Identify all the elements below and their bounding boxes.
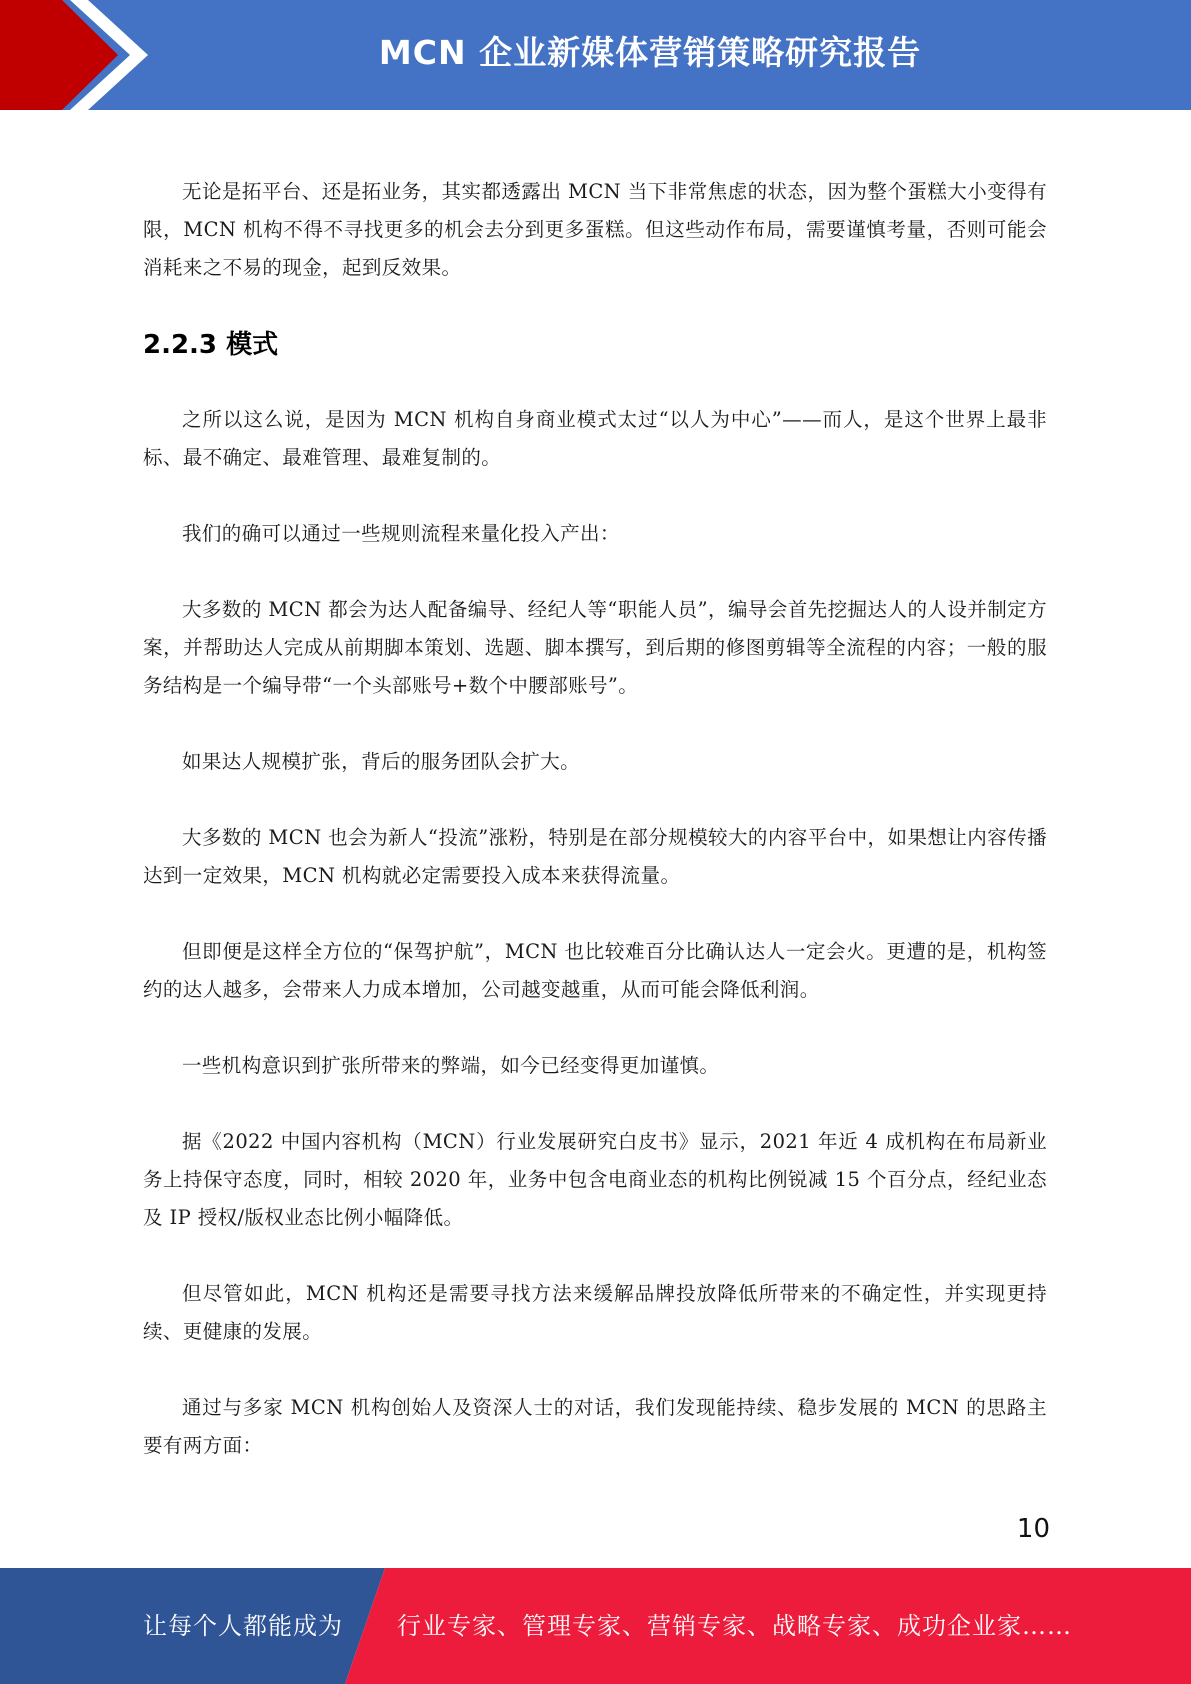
- footer-slogan-left: 让每个人都能成为: [143, 1612, 343, 1640]
- body-paragraph: 如果达人规模扩张，背后的服务团队会扩大。: [182, 750, 581, 773]
- document-title: MCN 企业新媒体营销策略研究报告: [378, 33, 922, 72]
- body-paragraph: 之所以这么说，是因为 MCN 机构自身商业模式太过“以人为中心”——而人，是这个世界上最非标、最不确定、最难管理、最难复制的。: [143, 408, 1047, 469]
- body-paragraph: 但即便是这样全方位的“保驾护航”，MCN 也比较难百分比确认达人一定会火。更遭的是，机构签约的达人越多，会带来人力成本增加，公司越变越重，从而可能会降低利润。: [143, 940, 1047, 1001]
- header-band: [0, 0, 1191, 110]
- intro-paragraph: 无论是拓平台、还是拓业务，其实都透露出 MCN 当下非常焦虑的状态，因为整个蛋糕大小变得有限，MCN 机构不得不寻找更多的机会去分到更多蛋糕。但这些动作布局，需要谨慎考量，否则可能会消耗来之不易的现金，起到反效果。: [143, 180, 1047, 279]
- body-paragraph: 一些机构意识到扩张所带来的弊端，如今已经变得更加谨慎。: [182, 1054, 720, 1077]
- body-paragraph: 但尽管如此，MCN 机构还是需要寻找方法来缓解品牌投放降低所带来的不确定性，并实现更持续、更健康的发展。: [143, 1282, 1047, 1343]
- body-paragraph: 大多数的 MCN 都会为达人配备编导、经纪人等“职能人员”，编导会首先挖掘达人的人设并制定方案，并帮助达人完成从前期脚本策划、选题、脚本撰写，到后期的修图剪辑等全流程的内容；一般的服务结构是一个编导带“一个头部账号+数个中腰部账号”。: [143, 598, 1047, 697]
- body-paragraph: 据《2022 中国内容机构（MCN）行业发展研究白皮书》显示，2021 年近 4 成机构在布局新业务上持保守态度，同时，相较 2020 年，业务中包含电商业态的机构比例锐减 15 个百分点，经纪业态及 IP 授权/版权业态比例小幅降低。: [143, 1130, 1047, 1229]
- section-heading: 2.2.3 模式: [143, 330, 279, 360]
- document-body: [143, 173, 1047, 1465]
- body-paragraph: 大多数的 MCN 也会为新人“投流”涨粉，特别是在部分规模较大的内容平台中，如果想让内容传播达到一定效果，MCN 机构就必定需要投入成本来获得流量。: [143, 826, 1047, 887]
- footer-band: [0, 1568, 1191, 1684]
- footer-slogan-right: 行业专家、管理专家、营销专家、战略专家、成功企业家……: [397, 1612, 1072, 1640]
- header-arrow-decoration: [0, 0, 160, 110]
- page-number: 10: [1016, 1514, 1050, 1544]
- body-paragraph: 我们的确可以通过一些规则流程来量化投入产出：: [182, 522, 620, 545]
- body-paragraph: 通过与多家 MCN 机构创始人及资深人士的对话，我们发现能持续、稳步发展的 MCN 的思路主要有两方面：: [143, 1396, 1047, 1457]
